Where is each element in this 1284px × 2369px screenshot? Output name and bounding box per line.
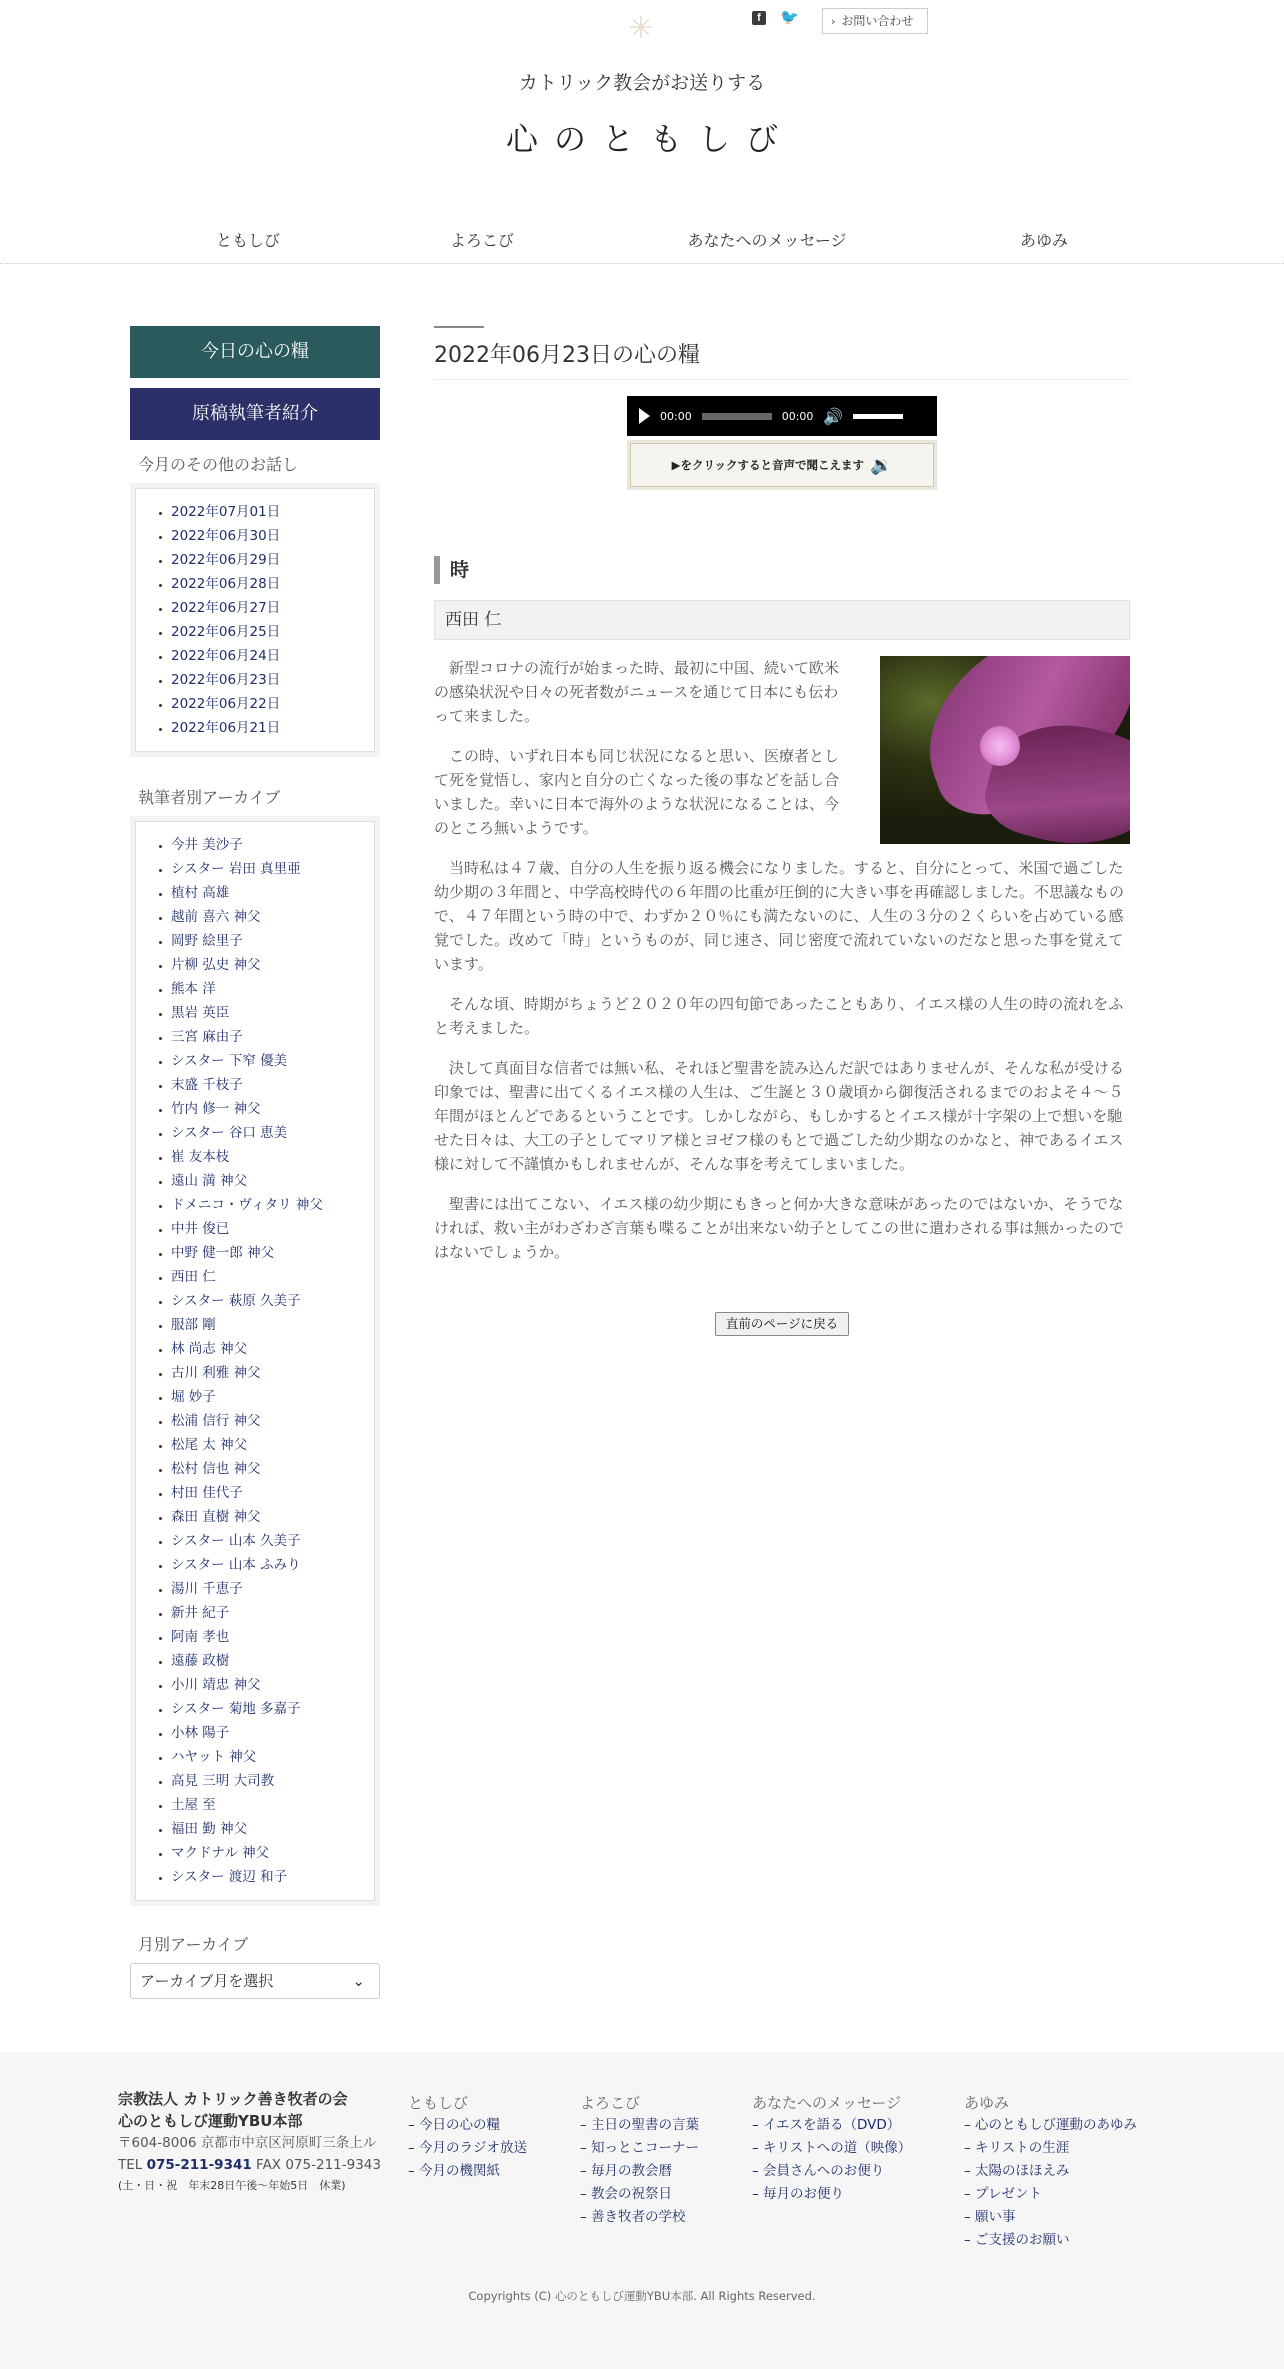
sidebar — [130, 326, 380, 1999]
article-paragraph: この時、いずれ日本も同じ状況になると思い、医療者として死を覚悟し、家内と自分の亡くなった後の事などを話し合いました。幸いに日本で海外のような状況になることは、今のところ無いようです。 — [434, 747, 840, 837]
writer-link[interactable]: • シスター 菊地 多嘉子 — [171, 1697, 367, 1721]
org-address: 〒604-8006 京都市中京区河原町三条上ル — [118, 2135, 377, 2151]
month-select-value: アーカイブ月を選択 — [140, 1972, 274, 1990]
volume-icon[interactable]: 🔊 — [823, 406, 844, 426]
date-link[interactable]: • 2022年06月22日 — [171, 692, 367, 716]
footer-col-heading: あなたへのメッセージ — [752, 2094, 902, 2112]
other-stories-heading: 今月のその他のお話し — [138, 455, 299, 474]
writer-link[interactable]: • シスター 山本 ふみり — [171, 1553, 367, 1577]
writer-link[interactable]: • 林 尚志 神父 — [171, 1337, 367, 1361]
writers-button[interactable]: 原稿執筆者紹介 — [130, 388, 380, 440]
footer-link[interactable]: – 会員さんへのお便り — [752, 2163, 885, 2179]
footer-col-heading: あゆみ — [964, 2094, 1010, 2112]
today-button[interactable]: 今日の心の糧 — [130, 326, 380, 378]
writer-link[interactable]: • 土屋 至 — [171, 1793, 367, 1817]
footer-link[interactable]: – 教会の祝祭日 — [580, 2186, 673, 2202]
nav-item-tomoshibi[interactable]: ともしび — [215, 231, 280, 250]
footer-link[interactable]: – 今月のラジオ放送 — [408, 2140, 528, 2156]
writer-link[interactable]: • 黒岩 英臣 — [171, 1001, 367, 1025]
author-name: 西田 仁 — [434, 600, 1130, 640]
nav-item-ayumi[interactable]: あゆみ — [1019, 231, 1068, 250]
footer-link[interactable]: – 主日の聖書の言葉 — [580, 2117, 700, 2133]
writer-link[interactable]: • 末盛 千枝子 — [171, 1073, 367, 1097]
writer-link[interactable]: • 新井 紀子 — [171, 1601, 367, 1625]
global-nav — [0, 218, 1284, 264]
footer-col-heading: よろこび — [580, 2094, 641, 2112]
footer-link[interactable]: – キリストの生涯 — [964, 2140, 1070, 2156]
nav-item-message[interactable]: あなたへのメッセージ — [687, 231, 847, 250]
chevron-right-icon: › — [831, 15, 836, 28]
footer-link[interactable]: – ご支援のお願い — [964, 2232, 1070, 2248]
post-title: 2022年06月23日の心の糧 — [434, 338, 1130, 380]
audio-progress-bar[interactable] — [702, 413, 772, 420]
main-content — [434, 326, 1130, 1336]
date-link[interactable]: • 2022年06月27日 — [171, 596, 367, 620]
writer-link[interactable]: • 植村 高雄 — [171, 881, 367, 905]
footer-link[interactable]: – イエスを語る（DVD） — [752, 2117, 901, 2133]
writer-link[interactable]: • シスター 山本 久美子 — [171, 1529, 367, 1553]
writer-link[interactable]: • 西田 仁 — [171, 1265, 367, 1289]
header-ornament-icon: ✳ — [628, 11, 654, 46]
writer-link[interactable]: • 小林 陽子 — [171, 1721, 367, 1745]
writer-link[interactable]: • 熊本 洋 — [171, 977, 367, 1001]
writer-link[interactable]: • 遠藤 政樹 — [171, 1649, 367, 1673]
date-link[interactable]: • 2022年06月29日 — [171, 548, 367, 572]
date-link[interactable]: • 2022年06月30日 — [171, 524, 367, 548]
flower-photo — [880, 656, 1130, 844]
writer-link[interactable]: • シスター 渡辺 和子 — [171, 1865, 367, 1889]
writer-link[interactable]: • 湯川 千恵子 — [171, 1577, 367, 1601]
writer-link[interactable]: • 三宮 麻由子 — [171, 1025, 367, 1049]
facebook-icon[interactable]: f — [752, 11, 766, 25]
footer-link[interactable]: – プレゼント — [964, 2186, 1043, 2202]
date-link[interactable]: • 2022年06月21日 — [171, 716, 367, 740]
date-link[interactable]: • 2022年06月28日 — [171, 572, 367, 596]
footer-link[interactable]: – 今月の機関紙 — [408, 2163, 501, 2179]
play-icon[interactable] — [639, 408, 650, 424]
article-paragraph: そんな頃、時期がちょうど２０２０年の四旬節であったこともあり、イエス様の人生の時の流れをふと考えました。 — [434, 995, 1124, 1037]
writer-link[interactable]: • ハヤット 神父 — [171, 1745, 367, 1769]
article-paragraph: 聖書には出てこない、イエス様の幼少期にもきっと何か大きな意味があったのではないか、そうでなければ、救い主がわざわざ言葉も喋ることが出来ない幼子としてこの世に遣わされる事は無かったのではないでしょうか。 — [434, 1195, 1125, 1261]
site-title[interactable]: 心のともしび — [505, 120, 794, 158]
writer-link[interactable]: • シスター 谷口 恵美 — [171, 1121, 367, 1145]
date-link[interactable]: • 2022年07月01日 — [171, 500, 367, 524]
writer-link[interactable]: • 森田 直樹 神父 — [171, 1505, 367, 1529]
writer-link[interactable]: • 堀 妙子 — [171, 1385, 367, 1409]
listen-label: ▶をクリックすると音声で聞こえます — [671, 458, 864, 472]
writer-link[interactable]: • シスター 下窄 優美 — [171, 1049, 367, 1073]
footer-link[interactable]: – 毎月の教会暦 — [580, 2163, 673, 2179]
listen-notice — [627, 440, 937, 490]
org-sub: 心のともしび運動YBU本部 — [118, 2112, 303, 2130]
writer-link[interactable]: • 松浦 信行 神父 — [171, 1409, 367, 1433]
footer-link[interactable]: – 太陽のほほえみ — [964, 2163, 1070, 2179]
article-paragraph: 当時私は４７歳、自分の人生を振り返る機会になりました。すると、自分にとって、米国で過ごした幼少期の３年間と、中学高校時代の６年間の比重が圧倒的に大きい事を再確認しました。不思議なもので、４７年間という時の中で、わずか２０％にも満たないのに、人生の３分の２くらいを占めている感覚でした。改めて「時」というものが、同じ速さ、同じ密度で流れていないのだなと思った事を覚えています。 — [434, 859, 1125, 973]
footer-link[interactable]: – 善き牧者の学校 — [580, 2209, 686, 2225]
article-paragraph: 新型コロナの流行が始まった時、最初に中国、続いて欧米の感染状況や日々の死者数がニュースを通じて日本にも伝わって来ました。 — [434, 659, 840, 725]
writer-link[interactable]: • シスター 岩田 真里亜 — [171, 857, 367, 881]
back-button[interactable]: 直前のページに戻る — [715, 1312, 849, 1336]
writer-link[interactable]: • マクドナル 神父 — [171, 1841, 367, 1865]
writer-link[interactable]: • 阿南 孝也 — [171, 1625, 367, 1649]
writer-link[interactable]: • 今井 美沙子 — [171, 833, 367, 857]
writer-link[interactable]: • 越前 喜六 神父 — [171, 905, 367, 929]
month-archive-select[interactable] — [130, 1963, 380, 1999]
footer-col-tomoshibi — [408, 2092, 527, 2183]
footer-link[interactable]: – 願い事 — [964, 2209, 1016, 2225]
social-links — [752, 10, 799, 25]
audio-total-time: 00:00 — [781, 409, 814, 423]
article-paragraph: 決して真面目な信者では無い私、それほど聖書を読み込んだ訳ではありませんが、そんな私が受ける印象では、聖書に出てくるイエス様の人生は、ご生誕と３０歳頃から御復活されるまでのおよそ４～５年間がほとんどであるということです。しかしながら、もしかするとイエス様が十字架の上で想いを馳せた日々は、大工の子としてマリア様とヨゼフ様のもとで過ごした幼少期なのかなと、神であるイエス様に対して不謹慎かもしれませんが、そんな事を考えてしまいました。 — [434, 1059, 1125, 1173]
date-list — [159, 500, 367, 740]
office-hours: (土・日・祝 年末28日午後〜年始5日 休業) — [118, 2179, 346, 2192]
footer-link[interactable]: – 心のともしび運動のあゆみ — [964, 2117, 1138, 2133]
writer-link[interactable]: • 高見 三明 大司教 — [171, 1769, 367, 1793]
nav-item-yorokobi[interactable]: よろこび — [449, 231, 514, 250]
writer-link[interactable]: • 中井 俊已 — [171, 1217, 367, 1241]
writer-link[interactable]: • 古川 利雅 神父 — [171, 1361, 367, 1385]
footer-col-ayumi — [964, 2092, 1137, 2252]
org-phone: TEL 075-211-9341 FAX 075-211-9343 — [118, 2157, 381, 2173]
writer-link[interactable]: • 松尾 太 神父 — [171, 1433, 367, 1457]
month-archive-heading: 月別アーカイブ — [138, 1935, 249, 1954]
writer-link[interactable]: • シスター 萩原 久美子 — [171, 1289, 367, 1313]
footer-link[interactable]: – キリストへの道（映像） — [752, 2140, 912, 2156]
footer-col-yorokobi — [580, 2092, 699, 2229]
tel-number[interactable]: 075-211-9341 — [146, 2157, 252, 2173]
writer-link[interactable]: • 崔 友本枝 — [171, 1145, 367, 1169]
copyright: Copyrights (C) 心のともしび運動YBU本部. All Rights Reserved. — [468, 2289, 816, 2303]
fax-number: FAX 075-211-9343 — [256, 2157, 381, 2173]
writer-link[interactable]: • 服部 剛 — [171, 1313, 367, 1337]
footer-col-heading: ともしび — [408, 2094, 469, 2112]
writer-archive-box — [130, 816, 380, 1906]
section-title: 時 — [434, 556, 1130, 584]
date-link[interactable]: • 2022年06月24日 — [171, 644, 367, 668]
writer-link[interactable]: • 遠山 満 神父 — [171, 1169, 367, 1193]
footer-link[interactable]: – 毎月のお便り — [752, 2186, 845, 2202]
writer-list — [159, 833, 367, 1889]
footer-col-message — [752, 2092, 911, 2206]
contact-button[interactable] — [822, 8, 928, 34]
article-body — [434, 656, 1130, 1264]
twitter-icon[interactable]: 🐦 — [780, 8, 799, 26]
org-name: 宗教法人 カトリック善き牧者の会 — [118, 2090, 348, 2108]
writer-link[interactable]: • 岡野 絵里子 — [171, 929, 367, 953]
title-rule — [434, 326, 484, 328]
audio-player — [627, 396, 937, 436]
footer-link[interactable]: – 知っとこコーナー — [580, 2140, 700, 2156]
writer-link[interactable]: • 福田 勤 神父 — [171, 1817, 367, 1841]
chevron-down-icon: ⌄ — [352, 1972, 365, 1990]
date-link[interactable]: • 2022年06月25日 — [171, 620, 367, 644]
date-link[interactable]: • 2022年06月23日 — [171, 668, 367, 692]
footer — [0, 2052, 1284, 2369]
speaker-icon: 🔉 — [869, 454, 893, 476]
writer-archive-heading: 執筆者別アーカイブ — [138, 788, 281, 807]
volume-slider[interactable] — [853, 414, 903, 419]
footer-org — [118, 2088, 388, 2196]
other-stories-box — [130, 483, 380, 757]
writer-link[interactable]: • 竹内 修一 神父 — [171, 1097, 367, 1121]
contact-label: お問い合わせ — [841, 14, 914, 28]
writer-link[interactable]: • ドメニコ・ヴィタリ 神父 — [171, 1193, 367, 1217]
writer-link[interactable]: • 松村 信也 神父 — [171, 1457, 367, 1481]
writer-link[interactable]: • 片柳 弘史 神父 — [171, 953, 367, 977]
audio-current-time: 00:00 — [660, 409, 692, 423]
writer-link[interactable]: • 中野 健一郎 神父 — [171, 1241, 367, 1265]
writer-link[interactable]: • 小川 靖忠 神父 — [171, 1673, 367, 1697]
writer-link[interactable]: • 村田 佳代子 — [171, 1481, 367, 1505]
footer-link[interactable]: – 今日の心の糧 — [408, 2117, 501, 2133]
site-tagline: カトリック教会がお送りする — [518, 72, 766, 94]
